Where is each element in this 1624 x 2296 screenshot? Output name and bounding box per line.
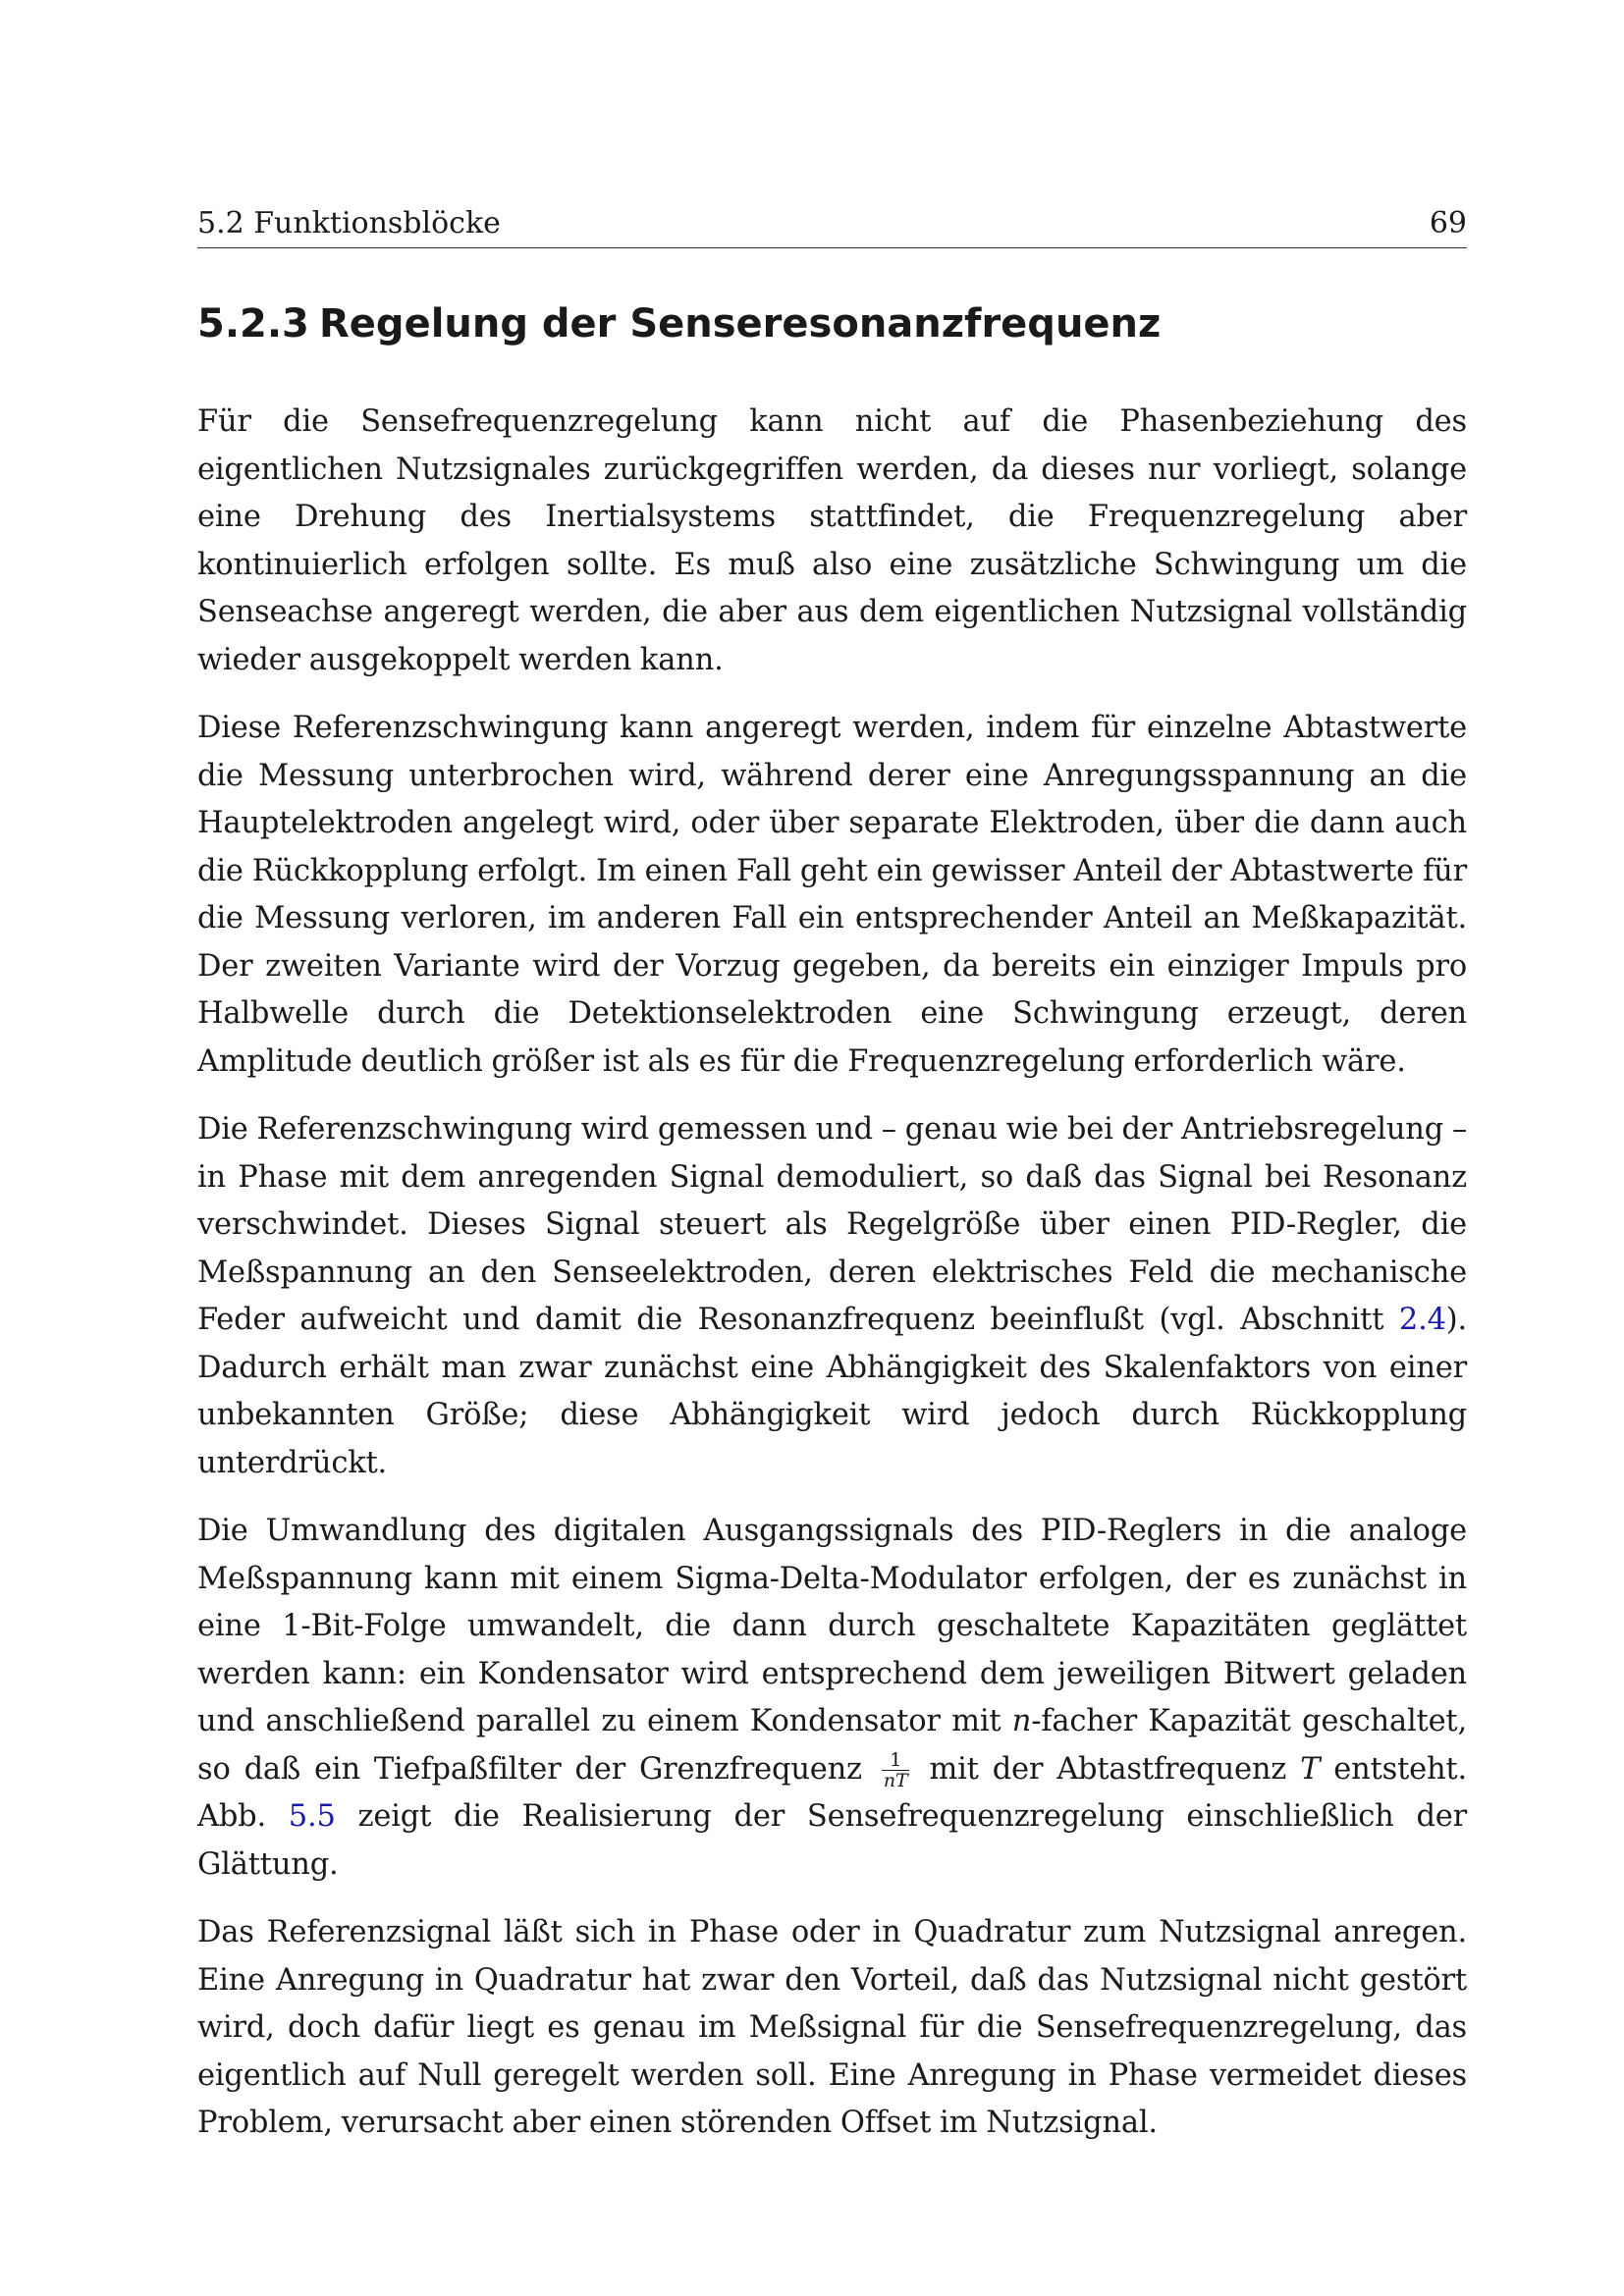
paragraph-4: [197, 1508, 1467, 1889]
paragraph-3-text-a: Die Referenzschwingung wird gemessen und – genau wie bei der Antriebsregelung – in Phase mit dem anregenden Signal demoduliert, so daß das Signal bei Resonanz verschwindet. Dieses Signal steuert als Regelgröße über einen PID-Regler, die Meßspannung an den Senseelektroden, deren elektrisches Feld die mechanische Feder aufweicht und damit die Resonanzfrequenz beeinflußt (vgl. Abschnitt: [197, 1112, 1467, 1337]
section-reference-link[interactable]: 2.4: [1398, 1303, 1446, 1337]
paragraph-4-text-e: zeigt die Realisierung der Sensefrequenzregelung einschließlich der Glättung.: [197, 1799, 1467, 1882]
paragraph-5: Das Referenzsignal läßt sich in Phase oder in Quadratur zum Nutzsignal anregen. Eine Anregung in Quadratur hat zwar den Vorteil, daß das Nutzsignal nicht gestört wird, doch dafür liegt es genau im Meßsignal für die Sensefrequenzregelung, das eigentlich auf Null geregelt werden soll. Eine Anregung in Phase vermeidet dieses Problem, verursacht aber einen störenden Offset im Nutzsignal.: [197, 1915, 1467, 2140]
math-variable-T: T: [1300, 1751, 1321, 1787]
math-variable-n: n: [1011, 1704, 1032, 1738]
paragraph-3: [197, 1106, 1467, 1487]
body-text: [197, 399, 1467, 2168]
header-section-ref: 5.2 Funktionsblöcke: [197, 206, 501, 240]
paragraph-4-text-a: Die Umwandlung des digitalen Ausgangssignals des PID-Reglers in die analoge Meßspannung kann mit einem Sigma-Delta-Modulator erfolgen, der es zunächst in eine 1-Bit-Folge umwandelt, die dann durch geschaltete Kapazitäten geglättet werden kann: ein Kondensator wird entsprechend dem jeweiligen Bitwert geladen und anschließend parallel zu einem Kondensator mit: [197, 1514, 1467, 1738]
running-header: [197, 202, 1467, 248]
paragraph-2: Diese Referenzschwingung kann angeregt werden, indem für einzelne Abtastwerte die Messung unterbrochen wird, während derer eine Anregungsspannung an die Hauptelektroden angelegt wird, oder über separate Elektroden, über die dann auch die Rückkopplung erfolgt. Im einen Fall geht ein gewisser Anteil der Abtastwerte für die Messung verloren, im anderen Fall ein entsprechender Anteil an Meßkapazität. Der zweiten Variante wird der Vorzug gegeben, da bereits ein einziger Impuls pro Halbwelle durch die Detektionselektroden eine Schwingung erzeugt, deren Amplitude deutlich größer ist als es für die Frequenzregelung erforderlich wäre.: [197, 711, 1467, 1079]
fraction-denominator: nT: [883, 1770, 908, 1792]
paragraph-4-text-d: entsteht. Abb.: [197, 1751, 1467, 1834]
figure-reference-link[interactable]: 5.5: [288, 1799, 336, 1834]
fraction-cutoff-frequency: [882, 1750, 910, 1790]
section-number: 5.2.3: [197, 301, 309, 347]
section-heading: [197, 294, 1161, 353]
paragraph-4-text-b: -facher Kapazität geschaltet, so daß ein Tiefpaßfilter der Grenzfrequenz: [197, 1704, 1467, 1787]
paragraph-3-text-b: ). Dadurch erhält man zwar zunächst eine Abhängigkeit des Skalenfaktors von einer unbekannten Größe; diese Abhängigkeit wird jedoch durch Rückkopplung unterdrückt.: [197, 1303, 1467, 1480]
fraction-numerator: 1: [882, 1750, 910, 1771]
page-number: 69: [1429, 206, 1467, 240]
section-title: Regelung der Senseresonanzfrequenz: [319, 301, 1162, 347]
paragraph-1: Für die Sensefrequenzregelung kann nicht auf die Phasenbeziehung des eigentlichen Nutzsignales zurückgegriffen werden, da dieses nur vorliegt, solange eine Drehung des Inertialsystems stattfindet, die Frequenzregelung aber kontinuierlich erfolgen sollte. Es muß also eine zusätzliche Schwingung um die Senseachse angeregt werden, die aber aus dem eigentlichen Nutzsignal vollständig wieder ausgekoppelt werden kann.: [197, 404, 1467, 677]
paragraph-4-text-c: mit der Abtastfrequenz: [915, 1751, 1301, 1787]
